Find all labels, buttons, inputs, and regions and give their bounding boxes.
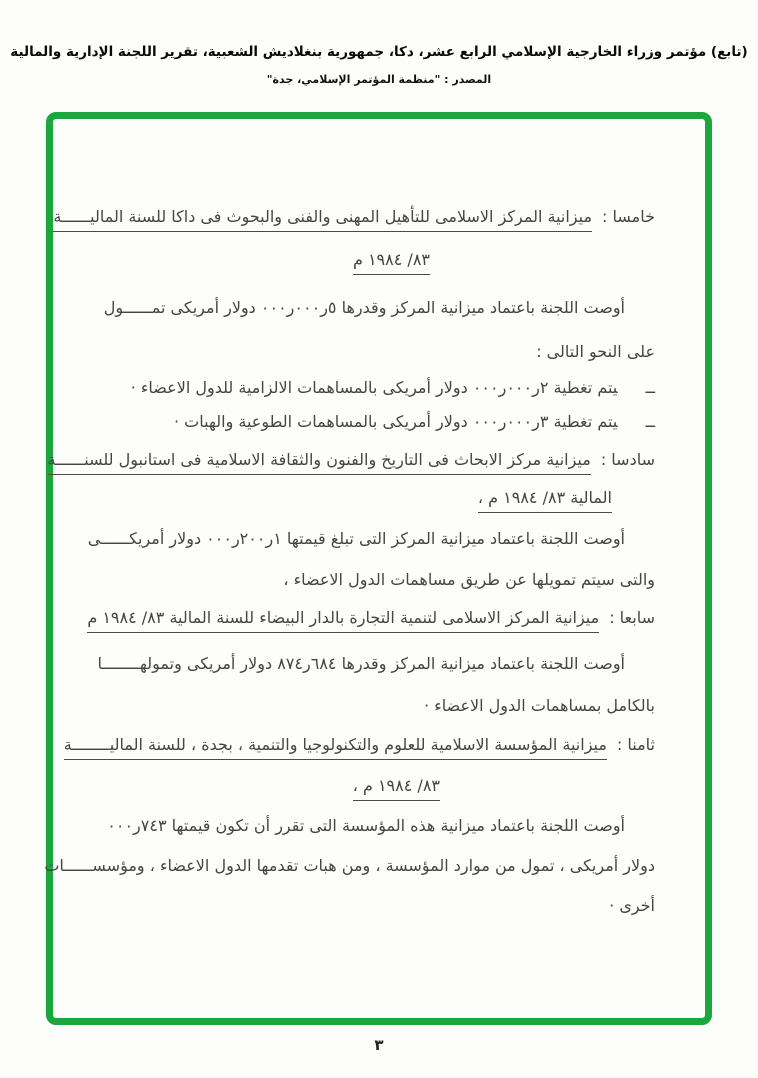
bullet-dash: ــ — [645, 412, 655, 431]
section-5-heading — [53, 205, 655, 229]
section-6-year: المالية ٨٣/ ١٩٨٤ م ، — [478, 486, 612, 510]
bullet-item-2-text: يتم تغطية ٣ر٠٠٠ر٠٠٠ دولار أمريكى بالمساهمات الطوعية والهبات · — [173, 412, 618, 431]
section-8-paragraph-line-3: أخرى · — [609, 896, 655, 915]
section-8-label: ثامنا : — [616, 735, 655, 754]
bullet-item-1-text: يتم تغطية ٢ر٠٠٠ر٠٠٠ دولار أمريكى بالمساهمات الالزامية للدول الاعضاء · — [130, 378, 618, 397]
section-6-heading — [47, 448, 655, 472]
section-7-title: ميزانية المركز الاسلامى لتنمية التجارة بالدار البيضاء للسنة المالية ٨٣/ ١٩٨٤ م — [87, 608, 599, 633]
section-7-paragraph-line-1: أوصت اللجنة باعتماد ميزانية المركز وقدرها ٦٨٤ر٨٧٤ دولار أمريكى وتمولهــــــــا — [97, 654, 625, 673]
section-8-title: ميزانية المؤسسة الاسلامية للعلوم والتكنولوجيا والتنمية ، بجدة ، للسنة الماليــــــــة — [64, 735, 607, 760]
section-5-label: خامسا : — [602, 207, 655, 226]
document-header-title: (تابع) مؤتمر وزراء الخارجية الإسلامي الرابع عشر، دكا، جمهورية بنغلاديش الشعبية، تقرير اللجنة الإدارية والمالية — [10, 44, 748, 60]
section-6-label: سادسا : — [600, 450, 655, 469]
document-header-source: المصدر : "منظمة المؤتمر الإسلامي، جدة" — [266, 73, 492, 86]
section-7-label: سابعا : — [609, 608, 655, 627]
section-5-year: ٨٣/ ١٩٨٤ م — [353, 248, 430, 272]
bullet-item-2 — [80, 410, 655, 434]
section-8-heading — [63, 733, 655, 757]
document-body — [44, 119, 705, 1018]
bullet-item-1 — [80, 376, 655, 400]
section-8-year: ٨٣/ ١٩٨٤ م ، — [353, 774, 440, 798]
section-8-paragraph-line-1: أوصت اللجنة باعتماد ميزانية هذه المؤسسة التى تقرر أن تكون قيمتها ٧٤٣ر٠٠٠ — [107, 816, 625, 835]
section-7-paragraph-line-2: بالكامل بمساهمات الدول الاعضاء · — [424, 696, 655, 715]
section-7-heading — [80, 606, 655, 630]
green-border-frame — [46, 112, 712, 1025]
section-8-paragraph-line-2: دولار أمريكى ، تمول من موارد المؤسسة ، ومن هبات تقدمها الدول الاعضاء ، ومؤسســــــات — [44, 856, 655, 875]
section-5-title: ميزانية المركز الاسلامى للتأهيل المهنى والفنى والبحوث فى داكا للسنة الماليــــــة — [53, 207, 592, 232]
section-6-title: ميزانية مركز الابحاث فى التاريخ والفنون والثقافة الاسلامية فى استانبول للسنــــــة — [48, 450, 591, 475]
section-5-paragraph-line-1: أوصت اللجنة باعتماد ميزانية المركز وقدرها ٥ر٠٠٠ر٠٠٠ دولار أمريكى تمــــــول — [103, 298, 625, 317]
section-6-paragraph-line-1: أوصت اللجنة باعتماد ميزانية المركز التى تبلغ قيمتها ١ر٢٠٠ر٠٠٠ دولار أمريكــــــى — [87, 529, 625, 548]
page-number: ٣ — [374, 1036, 384, 1054]
bullet-dash: ــ — [645, 378, 655, 397]
section-6-paragraph-line-2: والتى سيتم تمويلها عن طريق مساهمات الدول الاعضاء ، — [283, 570, 655, 589]
section-5-paragraph-line-2: على النحو التالى : — [536, 342, 655, 361]
